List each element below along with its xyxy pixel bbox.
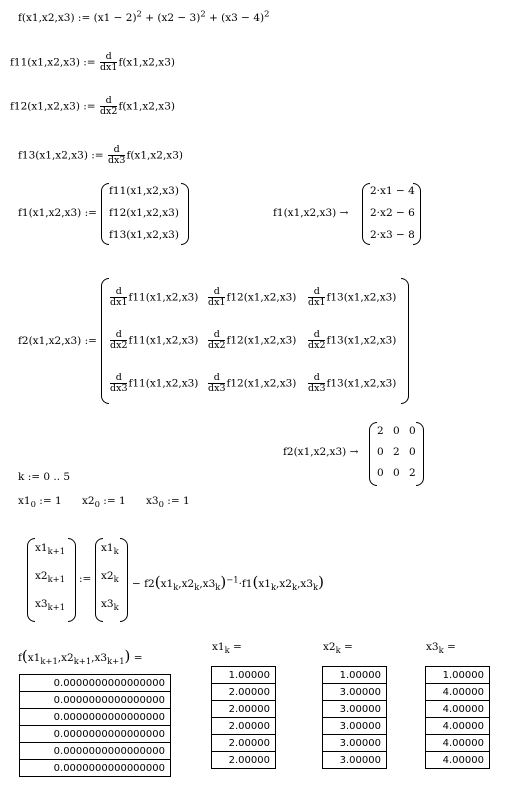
eq: =: [133, 652, 143, 664]
f13-rhs: f(x1,x2,x3): [126, 149, 183, 162]
var: x1: [258, 578, 271, 590]
assign-op: :=: [79, 573, 92, 585]
frac-den: dx2: [99, 105, 118, 117]
sub: 0: [158, 498, 164, 509]
derivative-fraction: [110, 373, 127, 394]
table-row: [20, 692, 171, 709]
comma: ,: [199, 578, 203, 590]
exponent: 2: [264, 8, 270, 19]
frac-num: d: [105, 95, 112, 106]
f-result-label: $f(x1_{k+1},x2_{k+1},x3_{k+1})$ =: [18, 647, 143, 666]
minus-op: −: [132, 578, 141, 590]
var: x3: [101, 598, 114, 610]
table-row: [212, 718, 276, 735]
table-cell: 3.00000: [323, 701, 387, 718]
frac-den: dx2: [208, 339, 226, 351]
table-cell: 4.00000: [426, 718, 490, 735]
term-2: + (x2 − 3): [145, 12, 201, 24]
value: := 1: [103, 495, 126, 507]
f1-lhs-text: f1(x1,x2,x3): [18, 207, 82, 219]
derivative-fraction: [208, 287, 225, 308]
frac-den: dx1: [99, 61, 118, 73]
f2-lhs-text: f2(x1,x2,x3): [18, 335, 82, 347]
x2-result-table[interactable]: [322, 666, 387, 769]
dot-op: ·: [238, 578, 242, 590]
var: x2: [35, 570, 48, 582]
table-row: [323, 718, 387, 735]
func-name: f12(x1,x2,x3): [226, 291, 297, 304]
vector-cell: f11(x1,x2,x3): [109, 185, 179, 197]
table-row: [323, 701, 387, 718]
assign-op: :=: [91, 149, 104, 162]
eq: =: [344, 641, 353, 653]
jacobian-cell: [109, 287, 198, 308]
derivative-fraction: [110, 330, 127, 351]
iter-rhs-x1: [101, 542, 119, 554]
sub: k: [291, 581, 298, 592]
derivative-fraction: [308, 373, 325, 394]
vector-cell: 2·x3 − 8: [370, 229, 415, 241]
func-name: f13(x1,x2,x3): [326, 334, 397, 347]
f11-rhs: f(x1,x2,x3): [118, 56, 175, 69]
var: x1: [18, 495, 31, 507]
derivative-fraction: [100, 52, 117, 73]
func-name: f12(x1,x2,x3): [226, 334, 297, 347]
f12-lhs: f12(x1,x2,x3): [10, 100, 80, 113]
table-row: [20, 726, 171, 743]
table-row: [426, 735, 490, 752]
sub: k: [113, 545, 119, 556]
table-cell: 0.0000000000000000: [20, 709, 171, 726]
left-bracket: [27, 538, 35, 622]
vector-cell: f13(x1,x2,x3): [109, 229, 179, 241]
f1-eval-lhs-text: f1(x1,x2,x3): [273, 207, 337, 219]
frac-num: d: [213, 372, 220, 383]
f-lhs: f(x1,x2,x3): [18, 12, 75, 24]
frac-den: dx1: [208, 296, 226, 308]
frac-num: d: [313, 329, 320, 340]
var: x1: [212, 641, 225, 653]
var: x3: [35, 598, 48, 610]
func-name: f11(x1,x2,x3): [128, 334, 199, 347]
x3-result-label: [426, 641, 456, 653]
sub: k: [194, 581, 200, 592]
frac-den: dx1: [308, 296, 326, 308]
derivative-fraction: [308, 287, 325, 308]
table-row: [323, 684, 387, 701]
sub: k: [113, 601, 119, 612]
right-bracket: [181, 183, 189, 245]
table-row: [426, 667, 490, 684]
table-row: [212, 667, 276, 684]
table-row: [323, 735, 387, 752]
inverse-exp: −1: [226, 574, 239, 585]
frac-num: d: [115, 372, 122, 383]
table-row: [212, 684, 276, 701]
frac-num: d: [115, 329, 122, 340]
sub: k: [173, 581, 179, 592]
table-cell: 4.00000: [426, 735, 490, 752]
table-row: [426, 701, 490, 718]
sub: k+1: [107, 655, 125, 666]
f11-lhs: f11(x1,x2,x3): [10, 56, 80, 69]
arrow-op: →: [349, 446, 359, 458]
frac-num: d: [213, 329, 220, 340]
table-row: [212, 752, 276, 769]
term-3: + (x3 − 4): [209, 12, 265, 24]
table-cell: 0.0000000000000000: [20, 743, 171, 760]
f2-eval-lhs: [283, 446, 358, 458]
func-name: f13(x1,x2,x3): [326, 291, 397, 304]
comma: ,: [297, 578, 301, 590]
var: x3: [202, 578, 216, 590]
jacobian-cell: [109, 330, 198, 351]
f1-call: f1: [241, 578, 253, 590]
table-row: [20, 709, 171, 726]
equation-f: [18, 8, 270, 24]
func-name: f12(x1,x2,x3): [226, 377, 297, 390]
f2-lhs: [18, 335, 97, 347]
comma: ,: [178, 578, 182, 590]
frac-den: dx2: [110, 339, 128, 351]
jacobian-cell: [109, 373, 198, 394]
derivative-fraction: [108, 145, 125, 166]
f2-eval-lhs-text: f2(x1,x2,x3): [283, 446, 347, 458]
f-call: f: [18, 652, 22, 664]
matrix-cell: 0: [409, 446, 416, 458]
iter-lhs-x3: [35, 598, 65, 610]
f13-lhs: f13(x1,x2,x3): [18, 149, 88, 162]
matrix-cell: 2: [377, 425, 384, 437]
var: x1: [160, 578, 174, 590]
iter-rhs-x2: [101, 570, 119, 582]
table-row: [426, 684, 490, 701]
assign-op: :=: [77, 12, 91, 24]
exponent: 2: [200, 8, 206, 19]
table-row: [212, 701, 276, 718]
sub: k+1: [47, 573, 66, 584]
table-cell: 3.00000: [323, 718, 387, 735]
frac-den: dx3: [110, 382, 128, 394]
sub: k+1: [47, 545, 66, 556]
jacobian-cell: [207, 287, 296, 308]
x1-result-table[interactable]: [211, 666, 276, 769]
sub: k: [313, 581, 319, 592]
vector-cell: f12(x1,x2,x3): [109, 207, 179, 219]
matrix-cell: 2: [393, 446, 400, 458]
frac-den: dx3: [107, 154, 126, 166]
vector-cell: 2·x1 − 4: [370, 185, 415, 197]
frac-den: dx3: [308, 382, 326, 394]
var: x1: [27, 652, 41, 664]
table-cell: 0.0000000000000000: [20, 692, 171, 709]
var: x2: [323, 641, 336, 653]
matrix-cell: 2: [409, 467, 416, 479]
var: x3: [426, 641, 439, 653]
sub: 0: [30, 498, 36, 509]
equation-f12: [10, 96, 175, 117]
sub: k: [335, 644, 341, 655]
table-cell: 1.00000: [426, 667, 490, 684]
left-bracket: [101, 183, 109, 245]
init-x1: [18, 495, 62, 507]
jacobian-cell: [207, 330, 296, 351]
vector-cell: 2·x2 − 6: [370, 207, 415, 219]
frac-num: d: [113, 144, 120, 155]
eq: =: [447, 641, 456, 653]
func-name: f13(x1,x2,x3): [326, 377, 397, 390]
table-cell: 3.00000: [323, 752, 387, 769]
derivative-fraction: [208, 330, 225, 351]
comma: ,: [276, 578, 280, 590]
right-bracket: [120, 538, 128, 622]
var: x1: [35, 542, 48, 554]
sub: k: [224, 644, 230, 655]
init-x3: [146, 495, 190, 507]
table-cell: 2.00000: [212, 718, 276, 735]
var: x2: [101, 570, 114, 582]
table-cell: 1.00000: [323, 667, 387, 684]
derivative-fraction: [100, 96, 117, 117]
x2-result-label: [323, 641, 353, 653]
iter-lhs-x2: [35, 570, 65, 582]
left-bracket: [362, 183, 370, 245]
iter-rhs-x3: [101, 598, 119, 610]
term-1: (x1 − 2): [93, 12, 137, 24]
value: := 1: [39, 495, 62, 507]
exponent: 2: [136, 8, 142, 19]
table-row: [20, 743, 171, 760]
table-cell: 2.00000: [212, 735, 276, 752]
table-cell: 2.00000: [212, 752, 276, 769]
var: x2: [279, 578, 292, 590]
frac-den: dx1: [110, 296, 128, 308]
func-name: f11(x1,x2,x3): [128, 291, 199, 304]
table-cell: 4.00000: [426, 701, 490, 718]
assign-op: :=: [83, 56, 96, 69]
newton-step-expr: − $f2(x1_k,x2_k,x3_k)^{-1}\cdot f1(x1_k,x2_k,x3_k)$: [132, 573, 324, 592]
table-row: [426, 752, 490, 769]
derivative-fraction: [110, 287, 127, 308]
right-bracket: [68, 538, 76, 622]
table-cell: 3.00000: [323, 735, 387, 752]
frac-num: d: [115, 286, 122, 297]
frac-num: d: [313, 286, 320, 297]
jacobian-cell: [307, 373, 396, 394]
table-cell: 2.00000: [212, 684, 276, 701]
table-cell: 0.0000000000000000: [20, 726, 171, 743]
var: x3: [300, 578, 314, 590]
table-row: [426, 718, 490, 735]
table-cell: 3.00000: [323, 684, 387, 701]
matrix-cell: 0: [409, 425, 416, 437]
f1-lhs: [18, 207, 97, 219]
frac-num: d: [213, 286, 220, 297]
matrix-cell: 0: [393, 467, 400, 479]
f12-rhs: f(x1,x2,x3): [118, 100, 175, 113]
table-row: [323, 752, 387, 769]
right-bracket: [401, 278, 409, 404]
derivative-fraction: [208, 373, 225, 394]
frac-num: d: [313, 372, 320, 383]
sub: k+1: [40, 655, 58, 666]
sub: k+1: [47, 601, 66, 612]
var: x1: [101, 542, 114, 554]
jacobian-cell: [307, 330, 396, 351]
sub: k: [438, 644, 444, 655]
assign-op: :=: [83, 100, 96, 113]
equation-f11: [10, 52, 175, 73]
sub: k: [270, 581, 277, 592]
arrow-op: →: [339, 207, 349, 219]
sub: 0: [94, 498, 100, 509]
f1-eval-lhs: [273, 207, 348, 219]
left-bracket: [369, 422, 377, 486]
sub: k: [113, 573, 119, 584]
table-cell: 4.00000: [426, 752, 490, 769]
range-k: k := 0 .. 5: [18, 471, 71, 483]
table-row: [323, 667, 387, 684]
assign-op: :=: [84, 207, 97, 219]
init-x2: [82, 495, 126, 507]
table-cell: 0.0000000000000000: [20, 760, 171, 777]
frac-den: dx3: [208, 382, 226, 394]
table-row: [212, 735, 276, 752]
sub: k: [215, 581, 221, 592]
jacobian-cell: [307, 287, 396, 308]
right-bracket: [416, 422, 424, 486]
var: x2: [82, 495, 95, 507]
frac-den: dx2: [308, 339, 326, 351]
table-cell: 1.00000: [212, 667, 276, 684]
matrix-cell: 0: [377, 446, 384, 458]
var: x3: [146, 495, 159, 507]
table-cell: 2.00000: [212, 701, 276, 718]
frac-num: d: [105, 51, 112, 62]
table-row: [20, 760, 171, 777]
f-result-table[interactable]: [19, 674, 171, 777]
x1-result-label: [212, 641, 242, 653]
sub: k+1: [73, 655, 92, 666]
equation-f13: [18, 145, 183, 166]
var: x2: [181, 578, 195, 590]
iter-lhs-x1: [35, 542, 65, 554]
value: := 1: [167, 495, 190, 507]
eq: =: [233, 641, 242, 653]
f2-call: f2: [144, 578, 155, 590]
var: x3: [94, 652, 108, 664]
assign-op: :=: [84, 335, 97, 347]
matrix-cell: 0: [377, 467, 384, 479]
matrix-cell: 0: [393, 425, 400, 437]
derivative-fraction: [308, 330, 325, 351]
func-name: f11(x1,x2,x3): [128, 377, 199, 390]
var: x2: [61, 652, 74, 664]
left-bracket: [101, 278, 109, 404]
x3-result-table[interactable]: [425, 666, 490, 769]
table-cell: 4.00000: [426, 684, 490, 701]
table-row: [20, 675, 171, 692]
table-cell: 0.0000000000000000: [20, 675, 171, 692]
jacobian-cell: [207, 373, 296, 394]
